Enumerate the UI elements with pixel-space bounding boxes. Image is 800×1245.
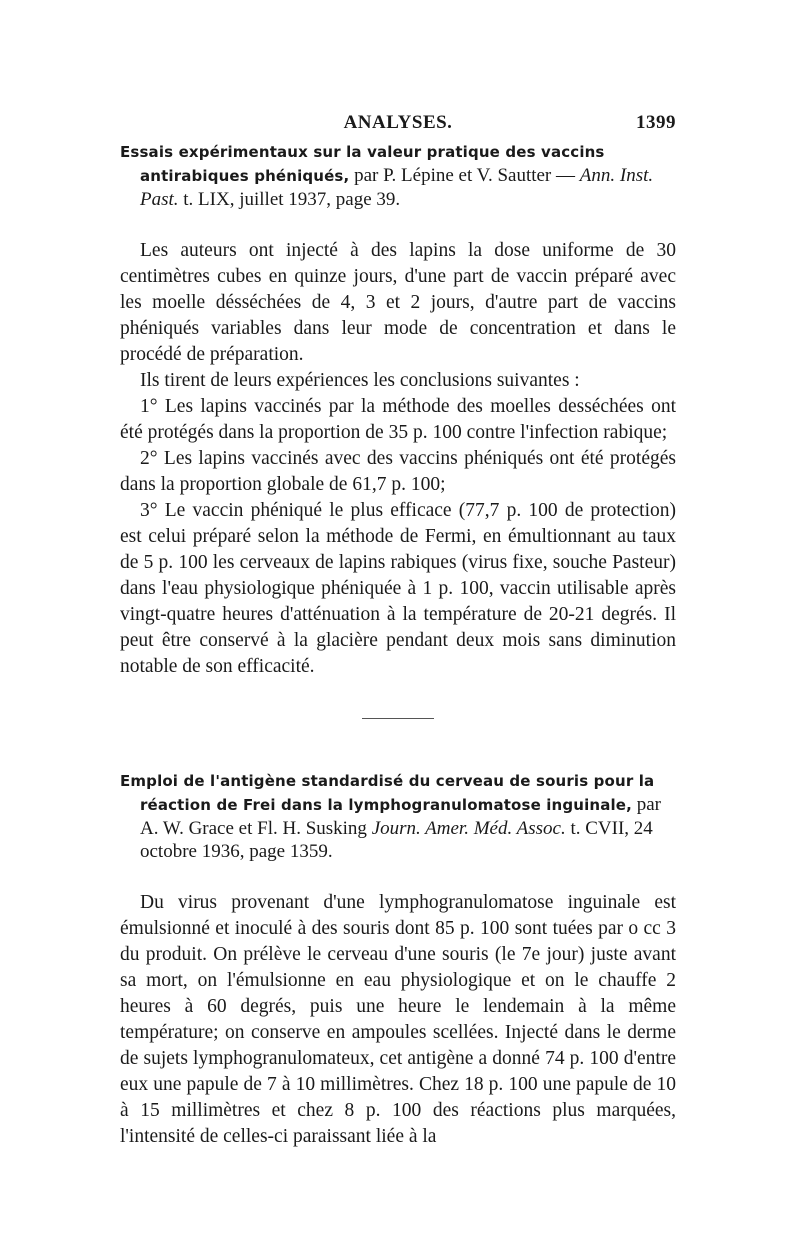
article-authors: par P. Lépine et V. Sautter — (354, 165, 576, 186)
paragraph: 2° Les lapins vaccinés avec des vaccins phéniqués ont été protégés dans la proportion globale de 61,7 p. 100; (120, 448, 676, 495)
article-authors: par A. W. Grace et Fl. H. Susking (140, 794, 661, 839)
paragraph: 3° Le vaccin phéniqué le plus efficace (77,7 p. 100 de protection) est celui préparé selon la méthode de Fermi, en émultionnant au taux de 5 p. 100 les cerveaux de lapins rabiques (virus fixe, souche Pasteur) dans l'eau physiologique phéniquée à 1 p. 100, vaccin utilisable après vingt-quatre heures d'atténuation à la température de 20-21 degrés. Il peut être conservé à la glacière pendant deux mois sans diminution notable de son efficacité. (120, 500, 676, 677)
article-title: Emploi de l'antigène standardisé du cerveau de souris pour la réaction de Frei dans la lymphogranulomatose inguinale, (120, 772, 655, 814)
paragraph: 1° Les lapins vaccinés par la méthode des moelles desséchées ont été protégés dans la proportion de 35 p. 100 contre l'infection rabique; (120, 396, 676, 443)
running-title: ANALYSES. (343, 112, 453, 133)
article-journal: Journ. Amer. Méd. Assoc. (371, 818, 566, 839)
paragraph: Ils tirent de leurs expériences les conclusions suivantes : (140, 370, 580, 391)
article-heading (120, 140, 676, 211)
paragraph: Du virus provenant d'une lymphogranulomatose inguinale est émulsionné et inoculé à des souris dont 85 p. 100 sont tuées par o cc 3 du produit. On prélève le cerveau d'une souris (le 7e jour) juste avant sa mort, on l'émulsionne en eau physiologique et on le chauffe 2 heures à 60 degrés, puis une heure le lendemain à la même température; on conserve en ampoules scellées. Injecté dans le derme de sujets lymphogranulomateux, cet antigène a donné 74 p. 100 d'entre eux une papule de 7 à 10 millimètres. Chez 18 p. 100 une papule de 10 à 15 millimètres et chez 8 p. 100 des réactions plus marquées, l'intensité de celles-ci paraissant liée à la (120, 892, 676, 1147)
article-journal: Ann. Inst. Past. (140, 165, 654, 210)
running-head (120, 112, 676, 140)
article-heading (120, 769, 676, 863)
section-divider (362, 718, 434, 719)
page (120, 112, 676, 1150)
article-title: Essais expérimentaux sur la valeur pratique des vaccins antirabiques phéniqués, (120, 143, 605, 185)
paragraph: Les auteurs ont injecté à des lapins la dose uniforme de 30 centimètres cubes en quinze jours, d'une part de vaccin préparé avec les moelle désséchées de 4, 3 et 2 jours, d'autre part de vaccins phéniqués variables dans leur mode de concentration et dans le procédé de préparation. (120, 240, 676, 365)
page-number: 1399 (636, 112, 676, 133)
article-citation: t. CVII, 24 octobre 1936, page 1359. (140, 818, 653, 862)
article-citation: t. LIX, juillet 1937, page 39. (183, 189, 401, 210)
